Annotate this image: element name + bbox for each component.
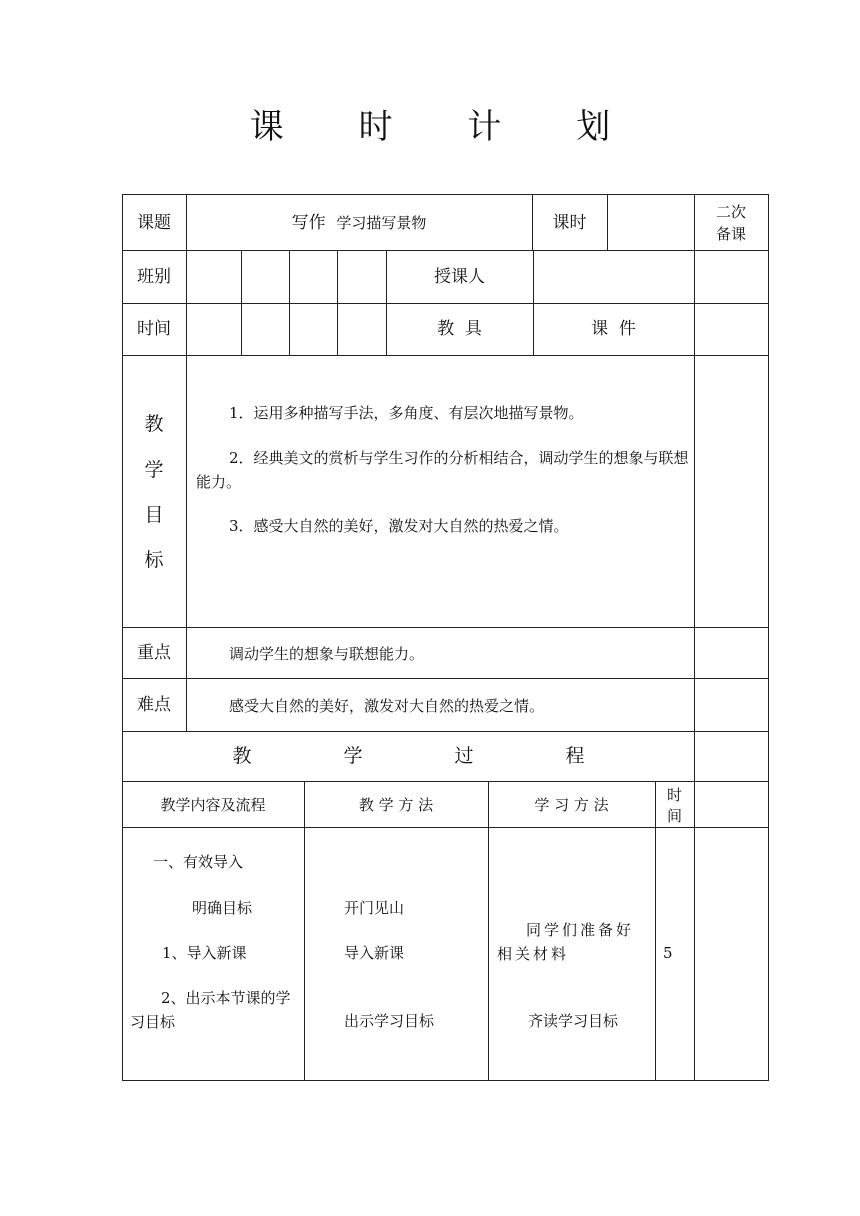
table-rule [768, 194, 769, 1081]
table-rule [122, 1080, 769, 1081]
table-rule [122, 250, 769, 251]
table-rule [488, 781, 489, 1081]
table-rule [122, 194, 769, 195]
table-rule [122, 627, 769, 628]
column-header-learning: 学 习 方 法 [534, 796, 609, 814]
column-header-time-2: 间 [666, 807, 682, 825]
content-step: 1、导入新课 [162, 944, 247, 962]
objectives-label-char: 目 [144, 504, 164, 526]
topic-sub: 学习描写景物 [336, 214, 427, 232]
difficulty-label: 难点 [137, 695, 171, 715]
time-label: 时间 [137, 319, 171, 339]
page-title: 课 时 计 划 [249, 107, 643, 147]
table-rule [241, 250, 242, 355]
process-title-char: 程 [565, 745, 585, 767]
process-title-char: 过 [454, 745, 474, 767]
objective-item: 2．经典美文的赏析与学生习作的分析相结合，调动学生的想象与联想能力。 [196, 449, 689, 491]
process-title-char: 教 [232, 745, 252, 767]
objectives-label-char: 学 [144, 459, 164, 481]
second-prep-label-2: 备课 [715, 225, 746, 243]
learning-step: 齐读学习目标 [528, 1012, 619, 1030]
aids-label: 教 具 [437, 319, 482, 339]
teacher-label: 授课人 [434, 267, 485, 287]
process-title-char: 学 [343, 745, 363, 767]
column-header-teaching: 教 学 方 法 [358, 796, 434, 814]
topic-label: 课题 [137, 213, 171, 233]
teaching-step: 导入新课 [344, 944, 405, 962]
difficulty-value: 感受大自然的美好，激发对大自然的热爱之情。 [229, 697, 545, 715]
objective-item: 3．感受大自然的美好，激发对大自然的热爱之情。 [229, 517, 569, 535]
objectives-label-char: 教 [144, 413, 164, 435]
objective-item: 1．运用多种描写手法，多角度、有层次地描写景物。 [229, 404, 584, 422]
teaching-step: 出示学习目标 [344, 1012, 435, 1030]
column-header-content: 教学内容及流程 [160, 796, 266, 814]
topic-main: 写作 [291, 213, 326, 233]
objectives-label-char: 标 [144, 549, 164, 571]
content-step: 一、有效导入 [153, 853, 244, 871]
table-rule [186, 194, 187, 731]
class-label: 班别 [137, 267, 171, 287]
table-rule [122, 303, 769, 304]
key-point-label: 重点 [137, 643, 171, 663]
hours-label: 课时 [552, 213, 587, 233]
table-rule [337, 250, 338, 355]
table-rule [607, 194, 608, 250]
table-rule [122, 678, 769, 679]
courseware-label: 课 件 [591, 319, 636, 339]
topic-value [186, 211, 532, 235]
table-rule [304, 781, 305, 1081]
table-rule [694, 194, 695, 1081]
content-step: 2、出示本节课的学习目标 [130, 989, 291, 1031]
key-point-value: 调动学生的想象与联想能力。 [229, 645, 425, 663]
time-value: 5 [663, 944, 673, 962]
table-rule [289, 250, 290, 355]
content-step: 明确目标 [192, 899, 253, 917]
learning-step: 同学们准备好相关材料 [497, 921, 635, 963]
table-rule [122, 355, 769, 356]
teaching-step: 开门见山 [344, 899, 405, 917]
column-header-time-1: 时 [666, 786, 682, 804]
table-rule [122, 731, 769, 732]
table-rule [122, 781, 769, 782]
second-prep-label-1: 二次 [715, 203, 746, 221]
